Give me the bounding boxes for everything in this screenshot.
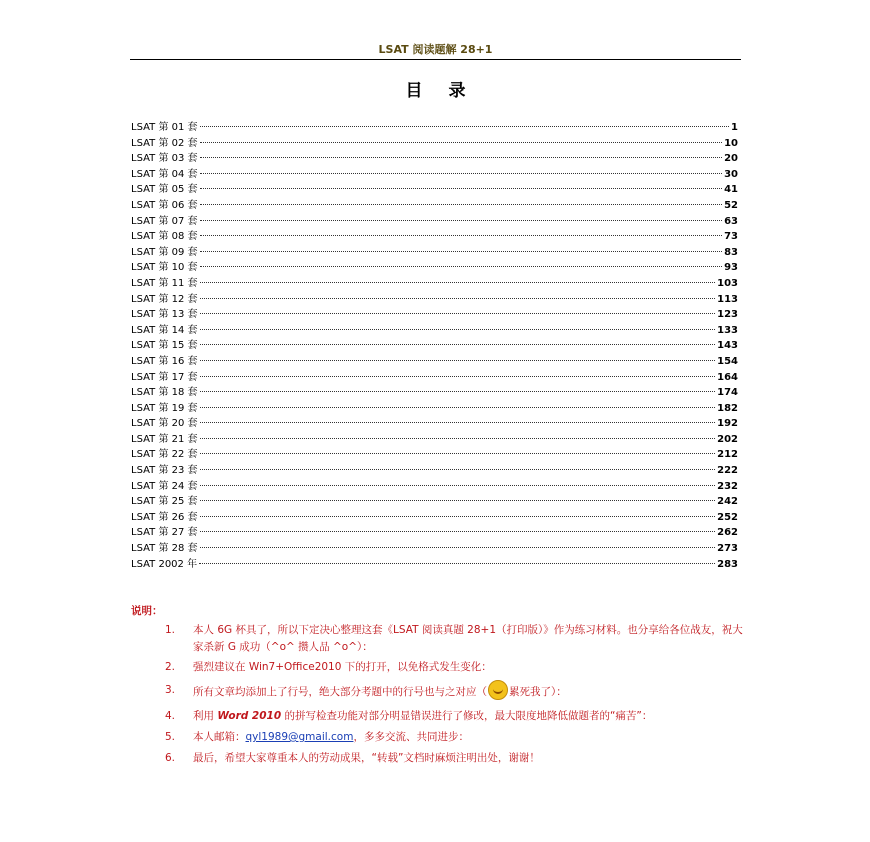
toc-entry[interactable] — [131, 167, 738, 183]
toc-entry-page: 222 — [717, 465, 738, 477]
toc-leader-dots — [200, 547, 716, 548]
note-text-prefix: 本人邮箱： — [193, 731, 246, 743]
toc-entry-label: LSAT 第 13 套 — [131, 309, 198, 321]
toc-entry[interactable] — [131, 338, 738, 354]
note-item-1 — [131, 622, 746, 656]
toc-leader-dots — [200, 188, 723, 189]
notes-section — [131, 603, 746, 770]
toc-entry-page: 20 — [724, 153, 738, 165]
toc-entry[interactable] — [131, 198, 738, 214]
word-2010-text: Word 2010 — [217, 710, 282, 722]
toc-leader-dots — [200, 204, 723, 205]
toc-entry-label: LSAT 第 28 套 — [131, 543, 198, 555]
note-number: 3. — [164, 684, 175, 696]
toc-entry[interactable] — [131, 292, 738, 308]
toc-leader-dots — [200, 516, 716, 517]
toc-entry-page: 10 — [724, 137, 738, 149]
toc-entry[interactable] — [131, 323, 738, 339]
toc-entry-label: LSAT 第 24 套 — [131, 480, 198, 492]
toc-entry[interactable] — [131, 463, 738, 479]
toc-leader-dots — [200, 329, 716, 330]
toc-entry-label: LSAT 第 08 套 — [131, 231, 198, 243]
toc-entry-label: LSAT 第 01 套 — [131, 122, 198, 133]
toc-leader-dots — [200, 344, 716, 345]
toc-entry-label: LSAT 第 17 套 — [131, 371, 198, 383]
toc-entry-page: 232 — [717, 480, 738, 492]
toc-entry-page: 262 — [717, 527, 738, 539]
notes-title: 说明： — [131, 605, 163, 617]
toc-entry[interactable] — [131, 307, 738, 323]
toc-entry-page: 212 — [717, 449, 738, 461]
note-number: 2. — [164, 661, 175, 673]
toc-entry[interactable] — [131, 370, 738, 386]
toc-entry[interactable] — [131, 557, 738, 573]
toc-list — [131, 120, 738, 572]
toc-entry[interactable] — [131, 510, 738, 526]
toc-entry-page: 252 — [717, 511, 738, 523]
toc-entry-label: LSAT 第 14 套 — [131, 324, 198, 336]
toc-entry-label: LSAT 第 11 套 — [131, 277, 198, 289]
toc-entry-label: LSAT 第 10 套 — [131, 262, 198, 274]
toc-entry[interactable] — [131, 401, 738, 417]
toc-entry[interactable] — [131, 494, 738, 510]
toc-entry-page: 103 — [717, 277, 738, 289]
toc-leader-dots — [200, 142, 723, 143]
note-text-prefix: 利用 — [193, 710, 218, 722]
toc-entry-page: 283 — [717, 558, 738, 570]
note-text: 最后，希望大家尊重本人的劳动成果，“转载”文档时麻烦注明出处，谢谢！ — [193, 752, 540, 764]
toc-leader-dots — [200, 313, 716, 314]
toc-entry-page: 73 — [724, 231, 738, 243]
toc-leader-dots — [200, 391, 716, 392]
toc-leader-dots — [200, 157, 723, 158]
toc-entry-page: 133 — [717, 324, 738, 336]
toc-entry-label: LSAT 第 23 套 — [131, 465, 198, 477]
note-text-wrap — [193, 708, 746, 725]
toc-entry-page: 41 — [724, 184, 738, 196]
note-text-end: 累死我了）： — [509, 686, 567, 698]
toc-entry-page: 93 — [724, 262, 738, 274]
toc-entry-page: 52 — [724, 199, 738, 211]
toc-entry-label: LSAT 第 05 套 — [131, 184, 198, 196]
toc-entry[interactable] — [131, 229, 738, 245]
note-item-6 — [131, 750, 746, 767]
toc-entry[interactable] — [131, 245, 738, 261]
toc-entry[interactable] — [131, 479, 738, 495]
toc-leader-dots — [199, 563, 715, 564]
toc-leader-dots — [200, 126, 729, 127]
toc-entry-label: LSAT 第 03 套 — [131, 153, 198, 165]
smiley-icon — [488, 680, 508, 700]
toc-leader-dots — [200, 469, 716, 470]
toc-entry[interactable] — [131, 541, 738, 557]
toc-entry[interactable] — [131, 416, 738, 432]
toc-entry-label: LSAT 第 09 套 — [131, 246, 198, 258]
toc-entry-page: 192 — [717, 418, 738, 430]
toc-entry-label: LSAT 第 02 套 — [131, 137, 198, 149]
toc-entry-page: 63 — [724, 215, 738, 227]
toc-entry-page: 113 — [717, 293, 738, 305]
note-number: 4. — [164, 710, 175, 722]
note-number: 5. — [164, 731, 175, 743]
toc-entry-label: LSAT 第 15 套 — [131, 340, 198, 352]
toc-entry-label: LSAT 第 07 套 — [131, 215, 198, 227]
toc-leader-dots — [200, 235, 723, 236]
note-text: 本人 6G 杯具了，所以下定决心整理这套《LSAT 阅读真题 28+1（打印版）》作为练习材料。也分享给各位战友，祝大家杀新 G 成功（^o^ 攒人品 ^o^）： — [193, 624, 743, 653]
note-number: 6. — [164, 752, 175, 764]
toc-entry[interactable] — [131, 432, 738, 448]
note-text-wrap — [193, 729, 746, 746]
toc-entry-label: LSAT 第 06 套 — [131, 199, 198, 211]
toc-title: 目录 — [405, 81, 492, 101]
toc-entry-page: 1 — [731, 122, 738, 133]
toc-entry-label: LSAT 第 21 套 — [131, 433, 198, 445]
toc-entry-page: 123 — [717, 309, 738, 321]
email-link[interactable]: qyl1989@gmail.com — [245, 731, 354, 743]
toc-entry-page: 164 — [717, 371, 738, 383]
note-text: 的拼写检查功能对部分明显错误进行了修改，最大限度地降低做题者的“痛苦”： — [281, 710, 653, 722]
note-item-3 — [131, 682, 746, 702]
note-number: 1. — [164, 624, 175, 636]
toc-entry-page: 202 — [717, 433, 738, 445]
toc-leader-dots — [200, 500, 716, 501]
note-text: ，多多交流、共同进步： — [353, 731, 469, 743]
toc-entry-page: 83 — [724, 246, 738, 258]
toc-entry-label: LSAT 第 04 套 — [131, 168, 198, 180]
toc-entry-label: LSAT 第 26 套 — [131, 511, 198, 523]
toc-leader-dots — [200, 453, 716, 454]
note-item-4 — [131, 708, 746, 725]
toc-entry-label: LSAT 第 19 套 — [131, 402, 198, 414]
note-text-wrap — [193, 682, 746, 702]
toc-entry-label: LSAT 第 25 套 — [131, 496, 198, 508]
toc-leader-dots — [200, 266, 723, 267]
toc-entry-page: 143 — [717, 340, 738, 352]
toc-entry-page: 30 — [724, 168, 738, 180]
note-text: 所有文章均添加上了行号，绝大部分考题中的行号也与之对应（ — [193, 686, 487, 698]
toc-entry[interactable] — [131, 120, 738, 136]
note-item-5 — [131, 729, 746, 746]
toc-entry-label: LSAT 第 12 套 — [131, 293, 198, 305]
toc-leader-dots — [200, 422, 716, 423]
toc-entry[interactable] — [131, 151, 738, 167]
toc-entry-label: LSAT 第 16 套 — [131, 355, 198, 367]
toc-entry-label: LSAT 第 22 套 — [131, 449, 198, 461]
toc-leader-dots — [200, 407, 716, 408]
page-header: LSAT 阅读题解 28+1 — [378, 43, 493, 56]
toc-leader-dots — [200, 376, 716, 377]
toc-entry-label: LSAT 2002 年 — [131, 558, 198, 570]
toc-entry[interactable] — [131, 525, 738, 541]
toc-entry[interactable] — [131, 447, 738, 463]
toc-entry-label: LSAT 第 18 套 — [131, 387, 198, 399]
toc-leader-dots — [200, 282, 716, 283]
note-text: 强烈建议在 Win7+Office2010 下的打开，以免格式发生变化： — [193, 661, 492, 673]
toc-leader-dots — [200, 173, 723, 174]
toc-entry[interactable] — [131, 385, 738, 401]
note-item-2 — [131, 659, 746, 676]
toc-entry-label: LSAT 第 27 套 — [131, 527, 198, 539]
toc-entry-label: LSAT 第 20 套 — [131, 418, 198, 430]
toc-entry-page: 174 — [717, 387, 738, 399]
toc-leader-dots — [200, 531, 716, 532]
toc-entry-page: 242 — [717, 496, 738, 508]
toc-leader-dots — [200, 298, 716, 299]
header-rule — [130, 59, 741, 60]
toc-entry[interactable] — [131, 182, 738, 198]
toc-entry[interactable] — [131, 354, 738, 370]
toc-entry[interactable] — [131, 214, 738, 230]
toc-entry[interactable] — [131, 276, 738, 292]
toc-entry-page: 273 — [717, 543, 738, 555]
toc-entry-page: 182 — [717, 402, 738, 414]
toc-entry[interactable] — [131, 136, 738, 152]
toc-leader-dots — [200, 220, 723, 221]
toc-leader-dots — [200, 251, 723, 252]
toc-entry[interactable] — [131, 260, 738, 276]
toc-leader-dots — [200, 485, 716, 486]
toc-leader-dots — [200, 360, 716, 361]
toc-leader-dots — [200, 438, 716, 439]
toc-entry-page: 154 — [717, 355, 738, 367]
